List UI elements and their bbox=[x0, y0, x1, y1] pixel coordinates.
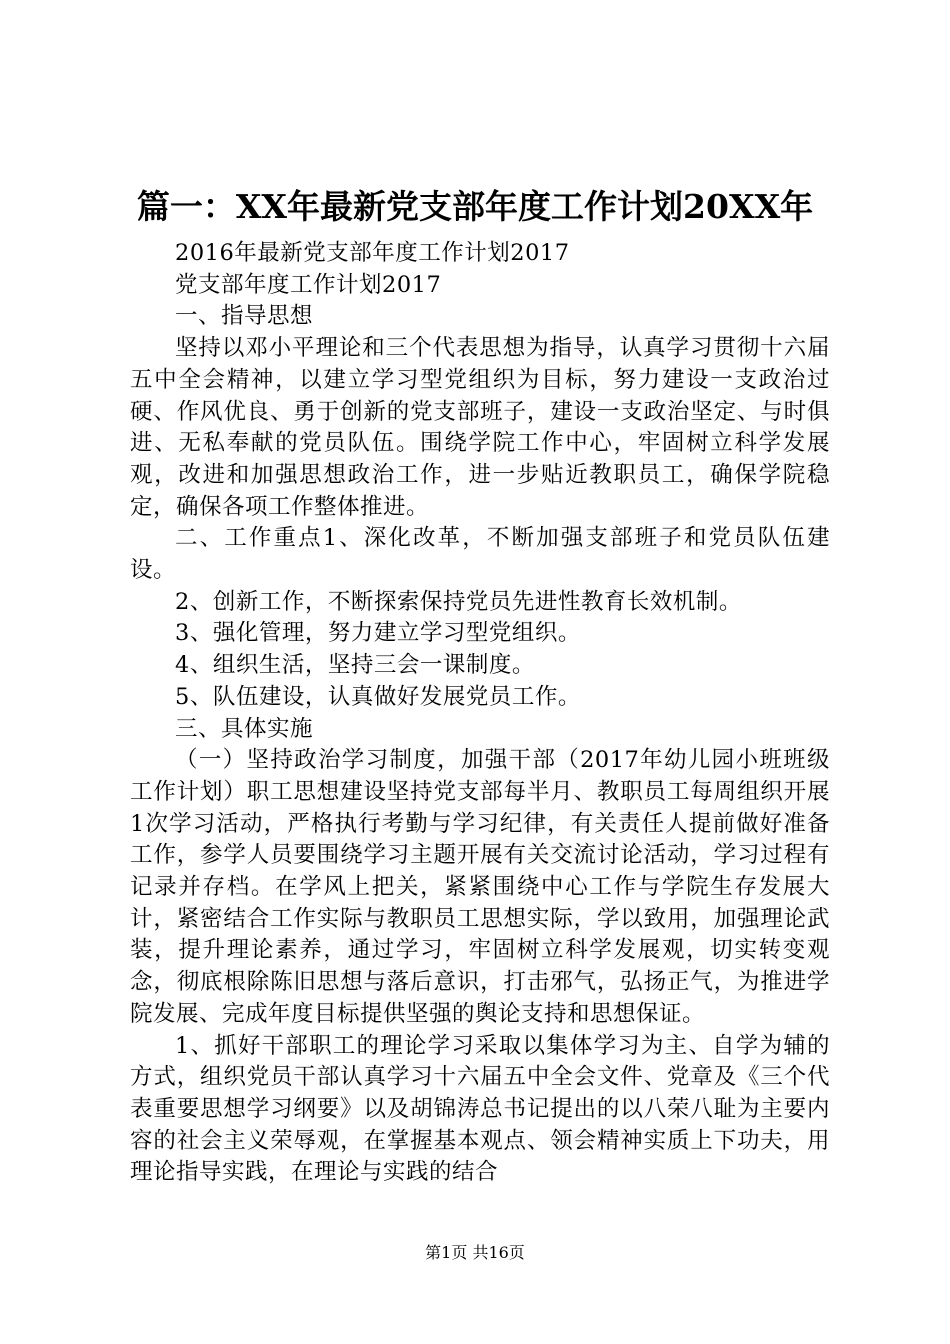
paragraph: （一）坚持政治学习制度，加强干部（2017年幼儿园小班班级工作计划）职工思想建设坚持党支部每半月、教职员工每周组织开展1次学习活动，严格执行考勤与学习纪律，有关责任人提前做好准备工作，参学人员要围绕学习主题开展有关交流讨论活动，学习过程有记录并存档。在学风上把关，紧紧围绕中心工作与学院生存发展大计，紧密结合工作实际与教职员工思想实际，学以致用，加强理论武装，提升理论素养，通过学习，牢固树立科学发展观，切实转变观念，彻底根除陈旧思想与落后意识，打击邪气，弘扬正气，为推进学院发展、完成年度目标提供坚强的舆论支持和思想保证。 bbox=[130, 747, 830, 1027]
list-item: 5、队伍建设，认真做好发展党员工作。 bbox=[175, 683, 581, 710]
page-number-footer: 第1页 共16页 bbox=[425, 1243, 525, 1262]
document-body bbox=[130, 238, 830, 1189]
paragraph: 1、抓好干部职工的理论学习采取以集体学习为主、自学为辅的方式，组织党员干部认真学习十六届五中全会文件、党章及《三个代表重要思想学习纲要》以及胡锦涛总书记提出的以八荣八耻为主要内容的社会主义荣辱观，在掌握基本观点、领会精神实质上下功夫，用理论指导实践，在理论与实践的结合 bbox=[130, 1032, 830, 1186]
list-item: 4、组织生活，坚持三会一课制度。 bbox=[175, 652, 535, 679]
document-title: 篇一：XX年最新党支部年度工作计划20XX年 bbox=[136, 187, 814, 226]
section-heading: 一、指导思想 bbox=[175, 303, 314, 330]
list-item: 2、创新工作，不断探索保持党员先进性教育长效机制。 bbox=[175, 588, 742, 615]
section-heading: 三、具体实施 bbox=[175, 715, 314, 742]
paragraph: 2016年最新党支部年度工作计划2017 bbox=[175, 240, 570, 266]
paragraph: 坚持以邓小平理论和三个代表思想为指导，认真学习贯彻十六届五中全会精神，以建立学习型党组织为目标，努力建设一支政治过硬、作风优良、勇于创新的党支部班子，建设一支政治坚定、与时俱进、无私奉献的党员队伍。围绕学院工作中心，牢固树立科学发展观，改进和加强思想政治工作，进一步贴近教职员工，确保学院稳定，确保各项工作整体推进。 bbox=[130, 335, 830, 520]
section-heading: 二、工作重点1、深化改革，不断加强支部班子和党员队伍建设。 bbox=[130, 525, 830, 584]
list-item: 3、强化管理，努力建立学习型党组织。 bbox=[175, 620, 581, 647]
paragraph: 党支部年度工作计划2017 bbox=[175, 271, 442, 298]
